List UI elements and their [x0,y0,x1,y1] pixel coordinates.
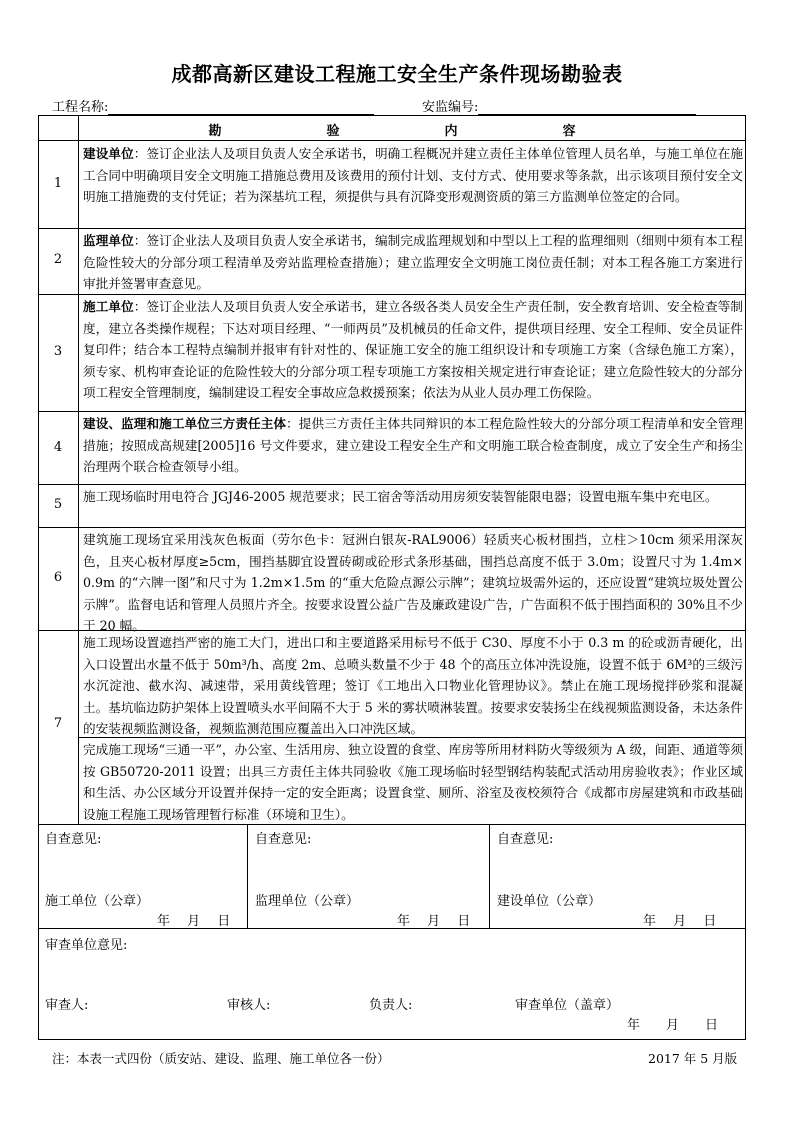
row-text: 施工现场临时用电符合 JGJ46-2005 规范要求；民工宿舍等活动用房须安装智能限电器；设置电瓶车集中充电区。 [83,489,718,504]
supervision-number-blank[interactable] [478,100,696,115]
row-divider [39,228,745,229]
supervision-unit-seal: 监理单位（公章） [255,894,360,909]
row-text: ：签订企业法人及项目负责人安全承诺书，建立各级各类人员安全生产责任制，安全教育培训、安全检查等制度，建立各类操作规程；下达对项目经理、“一师两员”及机械员的任命文件，提供项目经理、安全工程师、安全员证件复印件；结合本工程特点编制并报审有针对性的、保证施工安全的施工组织设计和专项施工方案（含绿色施工方案），须专家、机构审查论证的危险性较大的分部分项工程专项施工方案按相关规定进行审查论证；建立危险性较大的分部分项工程安全管理制度，编制建设工程安全事故应急救援预案；依法为从业人员办理工伤保险。 [83,299,743,400]
review-date[interactable]: 年 月 日 [627,1018,719,1033]
row-number: 5 [53,497,63,512]
supervision-number-field[interactable] [422,96,696,115]
sign-date[interactable]: 年 月 日 [643,914,717,929]
row-content [83,230,743,295]
row-content [83,143,743,208]
column-divider [247,824,248,928]
column-divider [78,116,79,824]
construction-unit-seal: 施工单位（公章） [45,894,150,909]
inspection-table [38,115,746,1040]
row-content [83,739,743,825]
header-char: 容 [562,124,576,139]
row-content [83,296,743,404]
row-number: 6 [53,570,63,585]
row-divider [39,484,745,485]
row-text: 建筑施工现场宜采用浅灰色板面（劳尔色卡：冠洲白银灰-RAL9006）轻质夹心板材围挡，立柱＞10cm 须采用深灰色，且夹心板材厚度≥5cm，围挡基脚宜设置砖砌或砼形式条形基础，围挡总高度不低于 3.0m；设置尺寸为 1.4m×0.9m 的“六牌一图”和尺寸为 1.2m×1.5m 的“重大危险点源公示牌”；建筑垃圾需外运的，还应设置“建筑垃圾处置公示牌”。监督电话和管理人员照片齐全。按要求设置公益广告及廉政建设广告，广告面积不低于围挡面积的 30%且不少于 20 幅。 [83,532,743,633]
header-char: 勘 [208,124,222,139]
version-label: 2017 年 5 月版 [648,1051,738,1066]
row-divider [39,527,745,528]
project-name-blank[interactable] [108,100,374,115]
row-lead: 建设单位 [83,146,134,161]
row-lead: 建设、监理和施工单位三方责任主体 [83,416,287,431]
page-title: 成都高新区建设工程施工安全生产条件现场勘验表 [171,62,623,86]
row-text: ：签订企业法人及项目负责人安全承诺书，明确工程概况并建立责任主体单位管理人员名单，与施工单位在施工合同中明确项目安全文明施工措施总费用及该费用的预付计划、支付方式、使用要求等条款，出示该项目预付安全文明施工措施费的支付凭证；若为深基坑工程，须提供与具有沉降变形观测资质的第三方监测单位签定的合同。 [83,146,743,204]
row-number: 3 [53,344,63,359]
row-content [83,413,743,478]
row-text: ：签订企业法人及项目负责人安全承诺书，编制完成监理规划和中型以上工程的监理细则（细则中须有本工程危险性较大的分部分项工程清单及旁站监理检查措施）；建立监理安全文明施工岗位责任制；对本工程各施工方案进行审批并签署审查意见。 [83,233,743,291]
row-divider [39,140,745,141]
review-unit-seal: 审查单位（盖章） [515,998,620,1013]
project-name-field[interactable] [52,96,374,115]
row-number: 4 [53,440,63,455]
header-char: 验 [326,124,340,139]
self-check-opinion-label: 自查意见: [255,832,312,847]
row-divider [39,411,745,412]
row-number: 7 [53,716,63,731]
review-opinion-label: 审查单位意见: [45,938,128,953]
row-number: 1 [53,176,63,191]
examiner-label: 审查人: [45,998,89,1013]
row-text: 完成施工现场“三通一平”，办公室、生活用房、独立设置的食堂、库房等所用材料防火等级须为 A 级，间距、通道等须按 GB50720-2011 设置；出具三方责任主体共同验收《施工现场临时轻型钢结构装配式活动用房验收表》；作业区域和生活、办公区域分开设置并保持一定的安全距离；设置食堂、厕所、浴室及夜校须符合《成都市房屋建筑和市政基础设施工程施工现场管理暂行标准（环境和卫生）。 [83,742,743,822]
sign-date[interactable]: 年 月 日 [397,914,471,929]
row-content [83,632,743,740]
auditor-label: 审核人: [227,998,271,1013]
project-name-label: 工程名称: [52,100,109,115]
row-text: ：提供三方责任主体共同辩识的本工程危险性较大的分部分项工程清单和安全管理措施；按照成高规建[2005]16 号文件要求，建立建设工程安全生产和文明施工联合检查制度，成立了安全生产和扬尘治理两个联合检查领导小组。 [83,416,743,474]
header-char: 内 [444,124,458,139]
responsible-label: 负责人: [369,998,413,1013]
row-lead: 监理单位 [83,233,134,248]
row-number: 2 [53,252,63,267]
self-check-opinion-label: 自查意见: [45,832,102,847]
row-text: 施工现场设置遮挡严密的施工大门，进出口和主要道路采用标号不低于 C30、厚度不小于 0.3 m 的砼或沥青硬化，出入口设置出水量不低于 50m³/h、高度 2m、总喷头数量不少于 48 个的高压立体冲洗设施，设置不低于 6M³的三级污水沉淀池、截水沟、减速带，采用黄线管理；签订《工地出入口物业化管理协议》。禁止在施工现场搅拌砂浆和混凝土。基坑临边防护架体上设置喷头水平间隔不大于 5 米的雾状喷淋装置。按要求安装扬尘在线视频监测设备，未达条件的安装视频监测设备，视频监测范围应覆盖出入口冲洗区域。 [83,635,743,736]
row-divider [39,928,745,929]
column-divider [489,824,490,928]
row-lead: 施工单位 [83,299,134,314]
row-content [83,529,743,637]
table-header [39,120,745,139]
owner-unit-seal: 建设单位（公章） [497,894,602,909]
supervision-number-label: 安监编号: [422,100,479,115]
footer-note: 注：本表一式四份（质安站、建设、监理、施工单位各一份） [52,1051,390,1066]
sign-date[interactable]: 年 月 日 [157,914,231,929]
self-check-opinion-label: 自查意见: [497,832,554,847]
row-content [83,486,743,508]
